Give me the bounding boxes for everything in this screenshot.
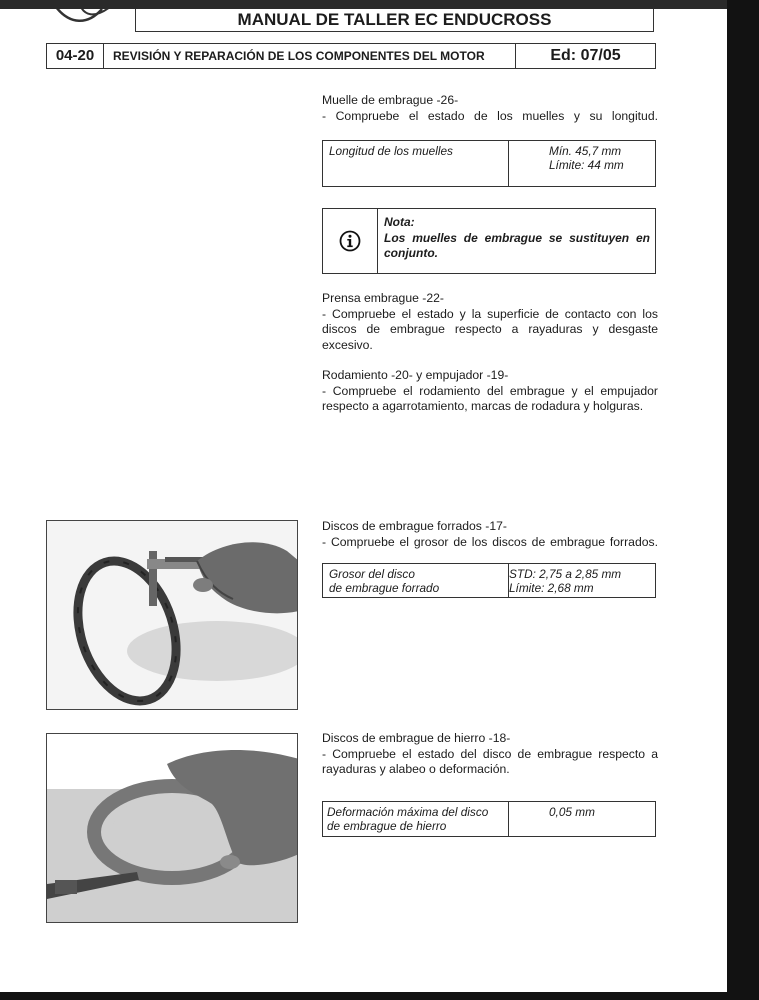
prensa-text-1: - Compruebe el estado y la superficie de contacto con los [322,306,658,321]
hierro-text-2: rayaduras y alabeo o deformación. [322,762,510,776]
hierro-section [322,731,658,778]
rodamiento-text-2: respecto a agarrotamiento, marcas de rodadura y holguras. [322,399,644,413]
manual-title: MANUAL DE TALLER EC ENDUCROSS [135,9,654,32]
prensa-title: Prensa embrague -22- [322,291,444,305]
forrados-spec-table [322,563,656,598]
prensa-section [322,291,658,353]
edition-label: Ed: 07/05 [550,47,621,64]
prensa-text-3: excesivo. [322,337,373,352]
note-box [322,208,656,274]
brand-logo [50,9,130,31]
friction-disc-photo [46,520,298,710]
hierro-spec-label-2: de embrague de hierro [327,819,447,833]
section-title: REVISIÓN Y REPARACIÓN DE LOS COMPONENTES DEL MOTOR [104,44,516,68]
forrados-title: Discos de embrague forrados -17- [322,519,507,533]
page-header [46,43,656,69]
hierro-title: Discos de embrague de hierro -18- [322,731,511,745]
muelle-spec-limit: Límite: 44 mm [549,158,624,172]
muelle-spec-min: Mín. 45,7 mm [549,144,622,158]
muelle-title: Muelle de embrague -26- [322,93,459,107]
viewer-top-bar [0,0,759,9]
note-text-1: Los muelles de embrague se sustituyen en [384,230,650,245]
forrados-spec-std: STD: 2,75 a 2,85 mm [509,567,622,581]
forrados-section [322,519,658,550]
hierro-spec-value: 0,05 mm [549,805,595,819]
steel-disc-photo [46,733,298,923]
viewer-scroll-area[interactable] [727,0,759,1000]
hierro-spec-label-1: Deformación máxima del disco [327,805,489,819]
note-text-2: conjunto. [384,246,438,260]
rodamiento-text-1: - Compruebe el rodamiento del embrague y el empujador [322,383,658,398]
forrados-spec-label-1: Grosor del disco [329,567,415,581]
page-code: 04-20 [47,44,104,68]
viewer-bottom-bar [0,992,759,1000]
forrados-spec-limit: Límite: 2,68 mm [509,581,594,595]
info-icon [339,230,361,252]
document-page [0,9,727,992]
hierro-text-1: - Compruebe el estado del disco de embrague respecto a [322,746,658,761]
rodamiento-section [322,368,658,415]
hierro-spec-table [322,801,656,837]
forrados-text: - Compruebe el grosor de los discos de embrague forrados. [322,534,658,549]
muelle-section [322,93,658,124]
rodamiento-title: Rodamiento -20- y empujador -19- [322,368,509,382]
muelle-spec-label: Longitud de los muelles [329,144,453,158]
muelle-text: - Compruebe el estado de los muelles y su longitud. [322,108,658,123]
prensa-text-2: discos de embrague respecto a rayaduras y desgaste [322,322,658,336]
muelle-spec-table [322,140,656,187]
forrados-spec-label-2: de embrague forrado [329,581,440,595]
note-title: Nota: [384,215,415,229]
